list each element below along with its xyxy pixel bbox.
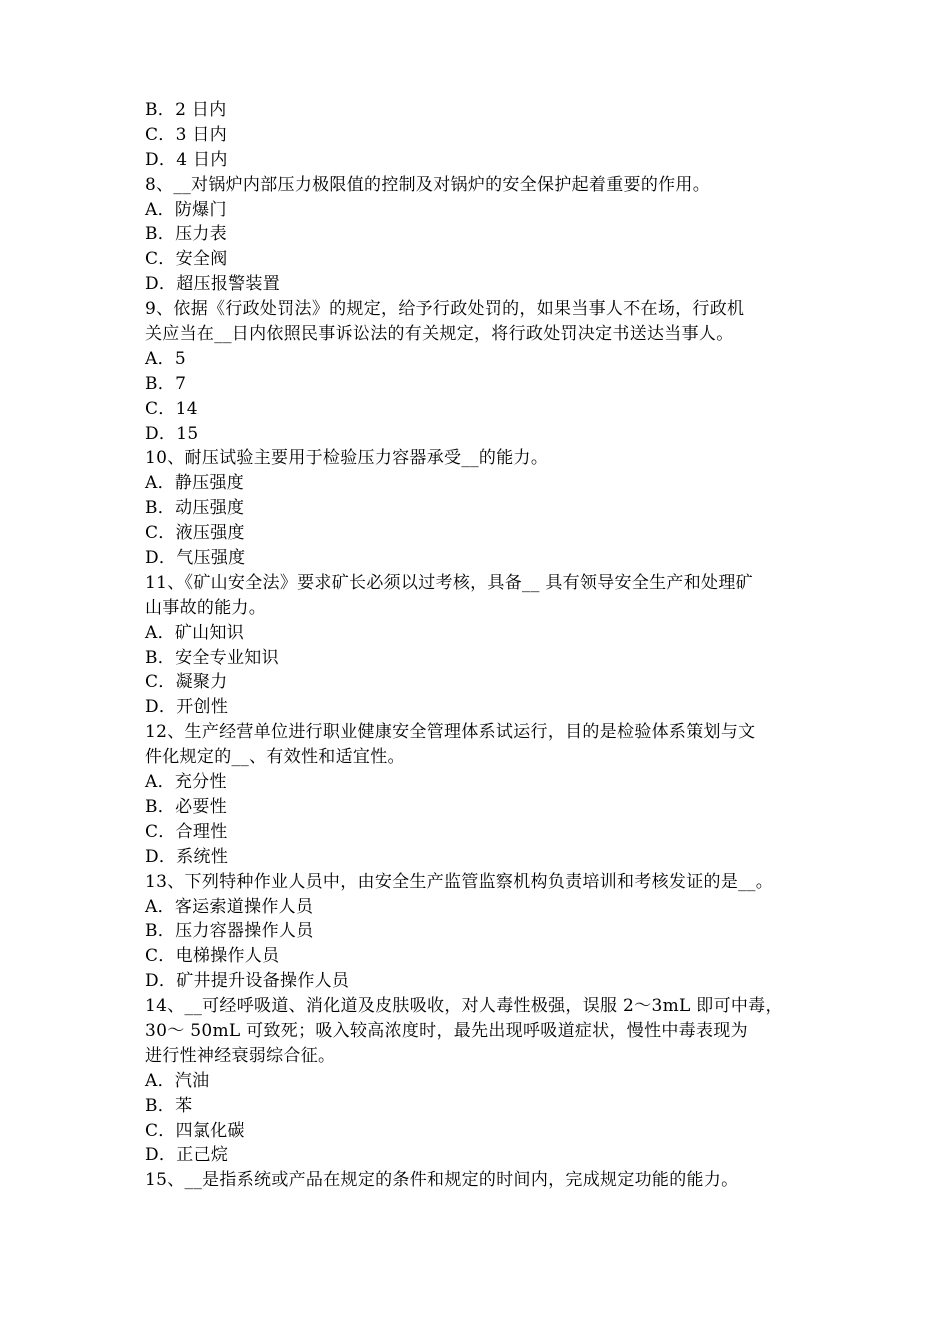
- question-11: [145, 571, 815, 720]
- question-9: [145, 297, 815, 446]
- option-line: A．充分性: [145, 772, 227, 793]
- option-line: C．3 日内: [145, 124, 228, 145]
- question-stem: 10、耐压试验主要用于检验压力容器承受__的能力。: [145, 448, 549, 469]
- leading-options: [145, 98, 815, 173]
- option-line: C．凝聚力: [145, 672, 228, 693]
- question-stem: 件化规定的__、有效性和适宜性。: [145, 747, 405, 768]
- question-8: [145, 173, 815, 297]
- question-14: [145, 994, 815, 1168]
- question-12: [145, 720, 815, 869]
- option-line: D．15: [145, 423, 199, 444]
- option-line: A．矿山知识: [145, 622, 245, 643]
- question-stem: 14、__可经呼吸道、消化道及皮肤吸收，对人毒性极强，误服 2～3mL 即可中毒，: [145, 996, 783, 1017]
- option-line: B．安全专业知识: [145, 647, 279, 668]
- question-stem: 进行性神经衰弱综合征。: [145, 1045, 336, 1066]
- question-15: [145, 1168, 815, 1193]
- option-line: B．压力表: [145, 224, 227, 245]
- question-10: [145, 446, 815, 570]
- option-line: B．必要性: [145, 796, 227, 817]
- option-line: B．2 日内: [145, 100, 227, 120]
- question-13: [145, 870, 815, 994]
- option-line: A．汽油: [145, 1070, 210, 1091]
- question-stem: 15、__是指系统或产品在规定的条件和规定的时间内，完成规定功能的能力。: [145, 1170, 739, 1191]
- option-line: A．静压强度: [145, 473, 245, 494]
- option-line: C．合理性: [145, 821, 228, 842]
- question-stem: 关应当在__日内依照民事诉讼法的有关规定，将行政处罚决定书送达当事人。: [145, 324, 734, 345]
- option-line: A．防爆门: [145, 199, 227, 220]
- option-line: C．安全阀: [145, 249, 228, 270]
- option-line: D．气压强度: [145, 548, 246, 569]
- question-stem: 11、《矿山安全法》要求矿长必须以过考核，具备__ 具有领导安全生产和处理矿: [145, 572, 753, 593]
- question-stem: 30～ 50mL 可致死；吸入较高浓度时，最先出现呼吸道症状，慢性中毒表现为: [145, 1020, 748, 1041]
- option-line: B．压力容器操作人员: [145, 921, 314, 942]
- option-line: D．4 日内: [145, 149, 228, 170]
- option-line: C．电梯操作人员: [145, 946, 280, 967]
- question-stem: 8、__对锅炉内部压力极限值的控制及对锅炉的安全保护起着重要的作用。: [145, 174, 711, 195]
- option-line: A．5: [145, 348, 186, 369]
- option-line: D．正己烷: [145, 1145, 229, 1166]
- option-line: D．系统性: [145, 846, 229, 867]
- option-line: C．液压强度: [145, 523, 245, 544]
- exam-content: [145, 98, 815, 1193]
- option-line: B．动压强度: [145, 498, 245, 519]
- option-line: A．客运索道操作人员: [145, 896, 314, 917]
- option-line: D．矿井提升设备操作人员: [145, 971, 350, 992]
- option-line: C．四氯化碳: [145, 1120, 245, 1141]
- option-line: B．7: [145, 373, 187, 394]
- option-line: D．超压报警装置: [145, 274, 281, 295]
- option-line: D．开创性: [145, 697, 229, 718]
- option-line: B．苯: [145, 1095, 193, 1116]
- question-stem: 山事故的能力。: [145, 597, 267, 618]
- question-stem: 9、依据《行政处罚法》的规定，给予行政处罚的，如果当事人不在场，行政机: [145, 299, 745, 320]
- question-stem: 12、生产经营单位进行职业健康安全管理体系试运行，目的是检验体系策划与文: [145, 722, 756, 743]
- option-line: C．14: [145, 398, 198, 419]
- question-stem: 13、下列特种作业人员中，由安全生产监管监察机构负责培训和考核发证的是__。: [145, 871, 774, 892]
